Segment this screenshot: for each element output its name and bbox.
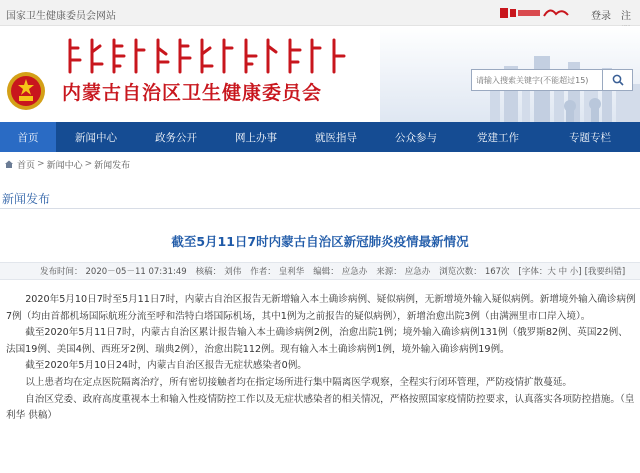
breadcrumb-separator: >: [84, 159, 93, 169]
editor-value: 应急办: [341, 267, 368, 277]
nav-item-government-affairs[interactable]: 政务公开: [155, 131, 197, 144]
breadcrumb-separator: >: [37, 159, 45, 169]
section-divider: [0, 208, 640, 209]
font-size-switcher[interactable]: [字体：大 中 小]: [518, 267, 582, 277]
article-title: 截至5月11日7时内蒙古自治区新冠肺炎疫情最新情况: [171, 234, 469, 249]
search-icon: [612, 74, 624, 86]
nav-item-online-services[interactable]: 网上办事: [235, 131, 277, 144]
nhc-site-link[interactable]: 国家卫生健康委员会网站: [6, 11, 116, 22]
breadcrumb: [0, 156, 640, 172]
nav-item-home[interactable]: 首页: [0, 122, 56, 152]
published-value: 2020－05－11 07:31:49: [85, 267, 187, 277]
article-meta-bar: [0, 262, 640, 280]
author-value: 皇利华: [278, 267, 305, 277]
nav-item-public-participation[interactable]: 公众参与: [395, 131, 437, 144]
top-bar: [0, 0, 640, 26]
published-label: 发布时间：: [40, 267, 83, 277]
nav-item-medical-guide[interactable]: 就医指导: [315, 131, 357, 144]
approver-value: 刘伟: [224, 267, 242, 277]
search-input[interactable]: [471, 69, 603, 91]
search-button[interactable]: [603, 69, 633, 91]
article-paragraph: 2020年5月10日7时至5月11日7时，内蒙古自治区报告无新增输入本土确诊病例、疑似病例，无新增境外输入疑似病例。新增境外输入确诊病例7例（均由首都机场国际航班分流至呼和浩特白塔国际机场，其中1例为之前报告的疑似病例），新增治愈出院3例（由满洲里市口岸入境）。: [6, 294, 636, 322]
views-value: 167次: [484, 267, 510, 277]
breadcrumb-item-news-release[interactable]: 新闻发布: [94, 160, 131, 171]
main-nav: [0, 122, 640, 152]
nav-item-special-topics[interactable]: 专题专栏: [569, 131, 611, 144]
nav-item-news-center[interactable]: 新闻中心: [75, 131, 117, 144]
approver-label: 核稿：: [195, 267, 222, 277]
views-label: 浏览次数：: [439, 267, 482, 277]
site-header: [0, 26, 640, 122]
login-link[interactable]: 登录: [591, 11, 611, 22]
nav-item-party-building[interactable]: 党建工作: [477, 131, 519, 144]
report-error-link[interactable]: [我要纠错]: [584, 267, 626, 277]
mongolian-script-title: [62, 34, 352, 78]
source-label: 来源：: [376, 267, 402, 277]
source-value: 应急办: [404, 267, 431, 277]
article-body: [6, 292, 636, 425]
section-title: 新闻发布: [2, 192, 51, 206]
article-paragraph: 以上患者均在定点医院隔离治疗，所有密切接触者均在指定场所进行集中隔离医学观察，全程实行闭环管理，严防疫情扩散蔓延。: [25, 376, 573, 388]
register-link[interactable]: 注: [621, 11, 631, 22]
article-paragraph: 截至2020年5月10日24时，内蒙古自治区报告无症状感染者0例。: [25, 360, 307, 372]
article-paragraph: 截至2020年5月11日7时，内蒙古自治区累计报告输入本土确诊病例2例，治愈出院1例；境外输入确诊病例131例（俄罗斯82例、英国22例、法国19例、美国4例、西班牙2例、瑞典2例），治愈出院112例。现有输入本土确诊病例1例，境外输入确诊病例19例。: [6, 327, 628, 355]
editor-label: 编辑：: [313, 267, 339, 277]
article-paragraph: 自治区党委、政府高度重视本土和输入性疫情防控工作以及无症状感染者的相关情况，严格按照国家疫情防控要求，认真落实各项防控措施。（皇利华 供稿）: [6, 393, 635, 422]
author-label: 作者：: [250, 267, 276, 277]
national-emblem-icon: [6, 71, 46, 111]
org-title: 内蒙古自治区卫生健康委员会: [62, 82, 323, 104]
breadcrumb-item-news-center[interactable]: 新闻中心: [46, 160, 83, 171]
china-site-logo-icon[interactable]: [500, 6, 570, 20]
home-icon: [4, 159, 14, 169]
breadcrumb-item-home[interactable]: 首页: [17, 160, 36, 171]
